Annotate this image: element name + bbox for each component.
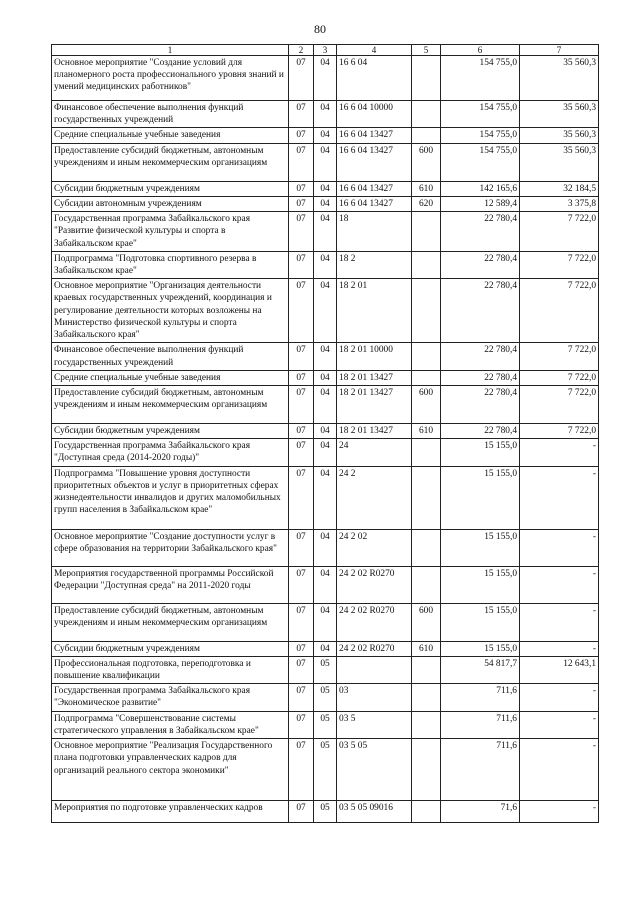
- amount-col7: 12 643,1: [520, 656, 599, 683]
- expense-type-code: [412, 439, 441, 466]
- section-code: 07: [289, 603, 314, 641]
- target-article-code: 18: [337, 212, 412, 252]
- section-code: 07: [289, 279, 314, 343]
- expense-type-code: [412, 251, 441, 278]
- section-code: 07: [289, 128, 314, 143]
- target-article-code: 18 2 01 13427: [337, 370, 412, 385]
- target-article-code: 16 6 04: [337, 56, 412, 101]
- table-row: [52, 423, 599, 438]
- row-name: Мероприятия по подготовке управленческих кадров: [52, 801, 289, 823]
- section-code: 07: [289, 343, 314, 370]
- amount-col6: 711,6: [441, 684, 520, 711]
- table-row: [52, 370, 599, 385]
- section-code: 07: [289, 566, 314, 603]
- target-article-code: 16 6 04 13427: [337, 143, 412, 181]
- expense-type-code: [412, 566, 441, 603]
- table-row: [52, 439, 599, 466]
- subsection-code: 04: [314, 279, 337, 343]
- amount-col6: 142 165,6: [441, 181, 520, 196]
- target-article-code: 16 6 04 13427: [337, 181, 412, 196]
- section-code: 07: [289, 466, 314, 529]
- row-name: Субсидии бюджетным учреждениям: [52, 181, 289, 196]
- amount-col7: -: [520, 466, 599, 529]
- amount-col6: 15 155,0: [441, 603, 520, 641]
- row-name: Субсидии бюджетным учреждениям: [52, 423, 289, 438]
- section-code: 07: [289, 801, 314, 823]
- row-name: Основное мероприятие "Создание доступности услуг в сфере образования на территории Забайкальского края": [52, 529, 289, 566]
- target-article-code: 16 6 04 10000: [337, 101, 412, 128]
- row-name: Субсидии бюджетным учреждениям: [52, 641, 289, 656]
- column-header: 4: [337, 45, 412, 56]
- row-name: Финансовое обеспечение выполнения функций государственных учреждений: [52, 101, 289, 128]
- row-name: Государственная программа Забайкальского края "Доступная среда (2014-2020 годы)": [52, 439, 289, 466]
- table-row: [52, 466, 599, 529]
- target-article-code: 24 2: [337, 466, 412, 529]
- row-name: Средние специальные учебные заведения: [52, 370, 289, 385]
- table-row: [52, 711, 599, 738]
- section-code: 07: [289, 641, 314, 656]
- row-name: Предоставление субсидий бюджетным, автономным учреждениям и иным некоммерческим организациям: [52, 385, 289, 423]
- amount-col7: -: [520, 603, 599, 641]
- section-code: 07: [289, 143, 314, 181]
- subsection-code: 04: [314, 439, 337, 466]
- amount-col7: 7 722,0: [520, 370, 599, 385]
- subsection-code: 05: [314, 711, 337, 738]
- row-name: Субсидии автономным учреждениям: [52, 196, 289, 211]
- row-name: Средние специальные учебные заведения: [52, 128, 289, 143]
- amount-col7: -: [520, 566, 599, 603]
- section-code: 07: [289, 181, 314, 196]
- target-article-code: 03 5 05 09016: [337, 801, 412, 823]
- subsection-code: 04: [314, 641, 337, 656]
- table-row: [52, 251, 599, 278]
- subsection-code: 05: [314, 684, 337, 711]
- expense-type-code: [412, 128, 441, 143]
- row-name: Подпрограмма "Повышение уровня доступности приоритетных объектов и услуг в приоритетных сферах жизнедеятельности инвалидов и других маломобильных групп населения в Забайкальском крае": [52, 466, 289, 529]
- row-name: Профессиональная подготовка, переподготовка и повышение квалификации: [52, 656, 289, 683]
- table-row: [52, 529, 599, 566]
- section-code: 07: [289, 101, 314, 128]
- amount-col6: 71,6: [441, 801, 520, 823]
- subsection-code: 04: [314, 212, 337, 252]
- amount-col7: 3 375,8: [520, 196, 599, 211]
- expense-type-code: [412, 279, 441, 343]
- subsection-code: 04: [314, 370, 337, 385]
- target-article-code: 16 6 04 13427: [337, 196, 412, 211]
- amount-col7: 35 560,3: [520, 101, 599, 128]
- subsection-code: 04: [314, 423, 337, 438]
- section-code: 07: [289, 56, 314, 101]
- table-row: [52, 641, 599, 656]
- subsection-code: 04: [314, 385, 337, 423]
- expense-type-code: [412, 801, 441, 823]
- column-header: 1: [52, 45, 289, 56]
- expense-type-code: [412, 56, 441, 101]
- expense-type-code: 620: [412, 196, 441, 211]
- target-article-code: 18 2 01: [337, 279, 412, 343]
- amount-col6: 15 155,0: [441, 641, 520, 656]
- column-header: 7: [520, 45, 599, 56]
- amount-col6: 15 155,0: [441, 466, 520, 529]
- subsection-code: 04: [314, 529, 337, 566]
- target-article-code: 03 5: [337, 711, 412, 738]
- row-name: Мероприятия государственной программы Российской Федерации "Доступная среда" на 2011-2020 годы: [52, 566, 289, 603]
- row-name: Основное мероприятие "Реализация Государственного плана подготовки управленческих кадров для организаций реального сектора экономики": [52, 739, 289, 801]
- section-code: 07: [289, 212, 314, 252]
- target-article-code: 24: [337, 439, 412, 466]
- amount-col6: 154 755,0: [441, 143, 520, 181]
- target-article-code: 24 2 02 R0270: [337, 566, 412, 603]
- amount-col6: 15 155,0: [441, 529, 520, 566]
- table-row: [52, 684, 599, 711]
- row-name: Государственная программа Забайкальского края "Развитие физической культуры и спорта в Забайкальском крае": [52, 212, 289, 252]
- table-header-row: [52, 45, 599, 56]
- subsection-code: 04: [314, 101, 337, 128]
- amount-col7: -: [520, 684, 599, 711]
- target-article-code: 18 2: [337, 251, 412, 278]
- target-article-code: 18 2 01 10000: [337, 343, 412, 370]
- section-code: 07: [289, 529, 314, 566]
- amount-col7: -: [520, 529, 599, 566]
- table-row: [52, 196, 599, 211]
- table-row: [52, 279, 599, 343]
- expense-type-code: 600: [412, 143, 441, 181]
- subsection-code: 04: [314, 343, 337, 370]
- target-article-code: 24 2 02 R0270: [337, 603, 412, 641]
- section-code: 07: [289, 684, 314, 711]
- table-row: [52, 143, 599, 181]
- subsection-code: 04: [314, 466, 337, 529]
- subsection-code: 04: [314, 196, 337, 211]
- table-row: [52, 566, 599, 603]
- section-code: 07: [289, 423, 314, 438]
- table-row: [52, 656, 599, 683]
- amount-col6: 711,6: [441, 711, 520, 738]
- subsection-code: 05: [314, 801, 337, 823]
- amount-col7: 32 184,5: [520, 181, 599, 196]
- amount-col6: 22 780,4: [441, 385, 520, 423]
- table-row: [52, 801, 599, 823]
- budget-table: [51, 44, 599, 823]
- column-header: 6: [441, 45, 520, 56]
- target-article-code: 03 5 05: [337, 739, 412, 801]
- amount-col7: 35 560,3: [520, 143, 599, 181]
- row-name: Подпрограмма "Совершенствование системы стратегического управления в Забайкальском крае": [52, 711, 289, 738]
- amount-col7: 35 560,3: [520, 56, 599, 101]
- table-row: [52, 101, 599, 128]
- row-name: Предоставление субсидий бюджетным, автономным учреждениям и иным некоммерческим организациям: [52, 603, 289, 641]
- section-code: 07: [289, 656, 314, 683]
- table-row: [52, 128, 599, 143]
- expense-type-code: 600: [412, 385, 441, 423]
- subsection-code: 04: [314, 251, 337, 278]
- table-row: [52, 181, 599, 196]
- amount-col6: 15 155,0: [441, 566, 520, 603]
- subsection-code: 04: [314, 181, 337, 196]
- subsection-code: 04: [314, 603, 337, 641]
- target-article-code: 24 2 02 R0270: [337, 641, 412, 656]
- column-header: 5: [412, 45, 441, 56]
- amount-col7: 7 722,0: [520, 423, 599, 438]
- table-row: [52, 343, 599, 370]
- subsection-code: 05: [314, 739, 337, 801]
- target-article-code: 18 2 01 13427: [337, 385, 412, 423]
- amount-col6: 22 780,4: [441, 343, 520, 370]
- expense-type-code: [412, 466, 441, 529]
- amount-col6: 22 780,4: [441, 370, 520, 385]
- amount-col6: 15 155,0: [441, 439, 520, 466]
- table-row: [52, 603, 599, 641]
- target-article-code: 24 2 02: [337, 529, 412, 566]
- table-row: [52, 56, 599, 101]
- amount-col7: -: [520, 801, 599, 823]
- section-code: 07: [289, 251, 314, 278]
- subsection-code: 04: [314, 566, 337, 603]
- amount-col7: 35 560,3: [520, 128, 599, 143]
- amount-col7: 7 722,0: [520, 279, 599, 343]
- amount-col6: 154 755,0: [441, 56, 520, 101]
- expense-type-code: 600: [412, 603, 441, 641]
- column-header: 3: [314, 45, 337, 56]
- subsection-code: 05: [314, 656, 337, 683]
- target-article-code: 16 6 04 13427: [337, 128, 412, 143]
- subsection-code: 04: [314, 128, 337, 143]
- table-row: [52, 385, 599, 423]
- column-header: 2: [289, 45, 314, 56]
- row-name: Государственная программа Забайкальского края "Экономическое развитие": [52, 684, 289, 711]
- amount-col6: 12 589,4: [441, 196, 520, 211]
- table-row: [52, 212, 599, 252]
- row-name: Финансовое обеспечение выполнения функций государственных учреждений: [52, 343, 289, 370]
- amount-col7: 7 722,0: [520, 251, 599, 278]
- amount-col7: 7 722,0: [520, 212, 599, 252]
- amount-col6: 54 817,7: [441, 656, 520, 683]
- amount-col6: 22 780,4: [441, 423, 520, 438]
- amount-col7: -: [520, 739, 599, 801]
- expense-type-code: [412, 656, 441, 683]
- amount-col7: 7 722,0: [520, 385, 599, 423]
- page-number: 80: [314, 22, 326, 36]
- amount-col6: 154 755,0: [441, 101, 520, 128]
- target-article-code: [337, 656, 412, 683]
- expense-type-code: 610: [412, 423, 441, 438]
- row-name: Подпрограмма "Подготовка спортивного резерва в Забайкальском крае": [52, 251, 289, 278]
- section-code: 07: [289, 739, 314, 801]
- expense-type-code: [412, 101, 441, 128]
- expense-type-code: [412, 370, 441, 385]
- amount-col6: 22 780,4: [441, 212, 520, 252]
- amount-col6: 22 780,4: [441, 251, 520, 278]
- amount-col7: 7 722,0: [520, 343, 599, 370]
- expense-type-code: [412, 343, 441, 370]
- expense-type-code: [412, 529, 441, 566]
- expense-type-code: 610: [412, 181, 441, 196]
- row-name: Предоставление субсидий бюджетным, автономным учреждениям и иным некоммерческим организациям: [52, 143, 289, 181]
- subsection-code: 04: [314, 56, 337, 101]
- row-name: Основное мероприятие "Организация деятельности краевых государственных учреждений, координация и регулирование деятельности которых возложены на Министерство физической культуры и спорта Забайкальского края": [52, 279, 289, 343]
- amount-col6: 711,6: [441, 739, 520, 801]
- target-article-code: 03: [337, 684, 412, 711]
- section-code: 07: [289, 370, 314, 385]
- row-name: Основное мероприятие "Создание условий для планомерного роста профессионального уровня знаний и умений медицинских работников": [52, 56, 289, 101]
- amount-col7: -: [520, 711, 599, 738]
- amount-col6: 154 755,0: [441, 128, 520, 143]
- amount-col7: -: [520, 439, 599, 466]
- amount-col7: -: [520, 641, 599, 656]
- amount-col6: 22 780,4: [441, 279, 520, 343]
- target-article-code: 18 2 01 13427: [337, 423, 412, 438]
- expense-type-code: [412, 739, 441, 801]
- expense-type-code: [412, 711, 441, 738]
- expense-type-code: 610: [412, 641, 441, 656]
- table-row: [52, 739, 599, 801]
- expense-type-code: [412, 212, 441, 252]
- subsection-code: 04: [314, 143, 337, 181]
- section-code: 07: [289, 439, 314, 466]
- expense-type-code: [412, 684, 441, 711]
- section-code: 07: [289, 385, 314, 423]
- section-code: 07: [289, 196, 314, 211]
- section-code: 07: [289, 711, 314, 738]
